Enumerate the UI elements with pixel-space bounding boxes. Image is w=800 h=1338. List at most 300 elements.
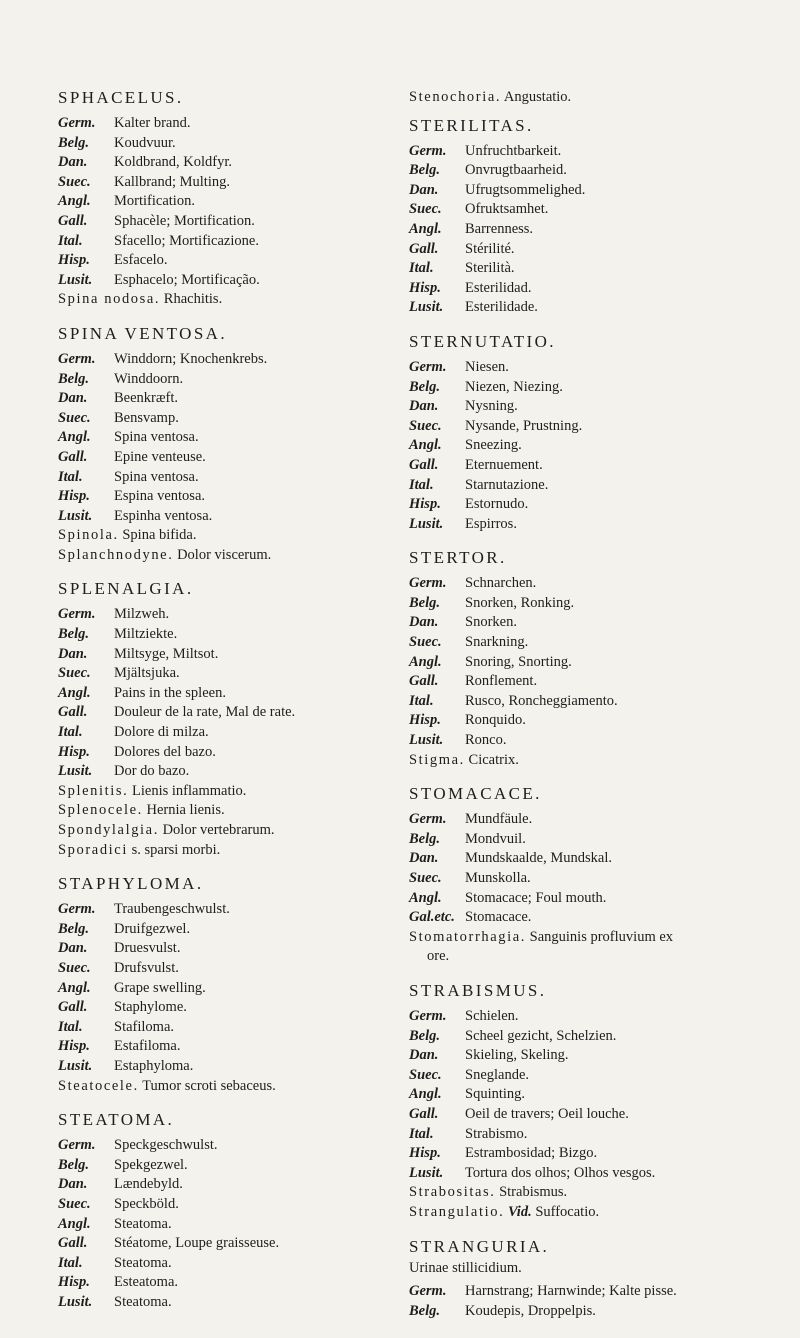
term: Ronquido.	[465, 712, 526, 729]
lang-label: Lusit.	[58, 271, 93, 288]
cross-reference	[58, 526, 403, 546]
gloss: Rhachitis.	[163, 291, 223, 308]
translation-list	[409, 358, 789, 534]
entry-strabismus	[409, 981, 789, 1223]
term: Spina ventosa.	[114, 429, 199, 446]
translation-row	[409, 653, 789, 673]
translation-row	[409, 181, 789, 201]
translation-row	[409, 594, 789, 614]
term: Stomacace; Foul mouth.	[465, 889, 607, 906]
term: Estaphyloma.	[114, 1057, 194, 1074]
entry-title: STRABISMUS.	[409, 980, 547, 1000]
lang-label: Hisp.	[58, 743, 90, 760]
translation-row	[58, 212, 403, 232]
entry-title: STERILITAS.	[409, 115, 534, 135]
term: Mundfäule.	[465, 811, 533, 828]
translation-row	[58, 1057, 403, 1077]
term: Speckböld.	[114, 1195, 179, 1212]
translation-row	[409, 889, 789, 909]
lang-label: Suec.	[409, 870, 442, 886]
term: Oeil de travers; Oeil louche.	[465, 1105, 629, 1122]
translation-row	[409, 1164, 789, 1184]
lemma: Strabositas.	[409, 1184, 496, 1201]
entry-subtitle: Urinae stillicidium.	[409, 1259, 522, 1276]
term: Dolores del bazo.	[114, 743, 216, 760]
lang-label: Dan.	[58, 154, 88, 171]
entry-title: STEATOMA.	[58, 1110, 175, 1130]
gloss: Dolor viscerum.	[177, 546, 272, 563]
lang-label: Belg.	[409, 830, 441, 847]
translation-row	[58, 350, 403, 370]
term: Espinha ventosa.	[114, 507, 213, 524]
lang-label: Germ.	[409, 575, 447, 592]
translation-row	[58, 448, 403, 468]
term: Esfacelo.	[114, 252, 168, 269]
term: Esteatoma.	[114, 1274, 179, 1291]
term: Scheel gezicht, Schelzien.	[465, 1027, 617, 1044]
translation-row	[58, 939, 403, 959]
cross-reference	[409, 1183, 789, 1203]
cross-reference	[409, 928, 789, 967]
lang-label: Dan.	[409, 398, 439, 415]
lang-label: Gall.	[58, 1235, 88, 1252]
lang-label: Belg.	[58, 1156, 90, 1173]
translation-row	[58, 114, 403, 134]
term: Sfacello; Mortificazione.	[114, 232, 259, 249]
translation-row	[58, 1156, 403, 1176]
entry-sphacelus	[58, 88, 403, 310]
entry-title: STOMACACE.	[409, 784, 542, 804]
translation-row	[58, 153, 403, 173]
term: Schielen.	[465, 1007, 519, 1024]
lang-label: Suec.	[58, 959, 91, 976]
term: Epine venteuse.	[114, 448, 206, 465]
lang-label: Ital.	[409, 1125, 434, 1142]
translation-row	[58, 1195, 403, 1215]
lang-label: Ital.	[58, 1254, 83, 1271]
entry-spina-ventosa	[58, 324, 403, 566]
term: Niezen, Niezing.	[465, 378, 563, 395]
lang-label: Gall.	[409, 240, 439, 257]
translation-row	[409, 298, 789, 318]
entry-title: SPINA VENTOSA.	[58, 323, 228, 343]
term: Esphacelo; Mortificação.	[114, 271, 260, 288]
lang-label: Gall.	[409, 673, 439, 690]
gloss: Strabismus.	[499, 1184, 568, 1201]
lang-label: Angl.	[409, 653, 442, 670]
lang-label: Lusit.	[409, 732, 444, 749]
lemma: Stomatorrhagia.	[409, 928, 527, 945]
term: Ofruktsamhet.	[465, 201, 549, 218]
term: Esterilidade.	[465, 299, 538, 316]
lang-label: Ital.	[409, 476, 434, 493]
entry-title: SPLENALGIA.	[58, 579, 194, 599]
translation-row	[58, 251, 403, 271]
translation-row	[409, 495, 789, 515]
entry-staphyloma	[58, 874, 403, 1096]
lang-label: Gall.	[409, 1105, 439, 1122]
lemma: Splanchnodyne.	[58, 546, 174, 563]
gloss: Spina bifida.	[122, 527, 197, 544]
translation-row	[58, 428, 403, 448]
term: Stafiloma.	[114, 1018, 175, 1035]
term: Traubengeschwulst.	[114, 901, 230, 918]
translation-row	[409, 397, 789, 417]
cross-reference	[409, 1203, 789, 1223]
cross-reference	[58, 801, 403, 821]
term: Estrambosidad; Bizgo.	[465, 1145, 598, 1162]
translation-list	[58, 900, 403, 1076]
term: Sterilità.	[465, 260, 515, 277]
lang-label: Angl.	[409, 889, 442, 906]
translation-row	[409, 259, 789, 279]
translation-row	[409, 279, 789, 299]
lemma: Spinola.	[58, 527, 119, 544]
term: Bensvamp.	[114, 409, 179, 426]
term: Koudvuur.	[114, 134, 176, 151]
lemma: Splenocele.	[58, 802, 143, 819]
term: Miltziekte.	[114, 626, 178, 643]
term: Steatoma.	[114, 1215, 172, 1232]
term: Estafiloma.	[114, 1038, 181, 1055]
entry-title: STERNUTATIO.	[409, 331, 556, 351]
entry-steatoma	[58, 1110, 403, 1312]
cross-reference	[58, 290, 403, 310]
term: Steatoma.	[114, 1293, 172, 1310]
lang-label: Suec.	[58, 173, 91, 190]
lang-label: Hisp.	[409, 712, 441, 729]
term: Snorken, Ronking.	[465, 594, 575, 611]
translation-row	[409, 417, 789, 437]
lang-label: Lusit.	[409, 299, 444, 316]
lang-label: Germ.	[58, 901, 96, 918]
lang-label: Hisp.	[58, 488, 90, 505]
term: Eternuement.	[465, 456, 543, 473]
translation-row	[58, 762, 403, 782]
translation-row	[58, 232, 403, 252]
translation-row	[409, 200, 789, 220]
translation-list	[409, 574, 789, 750]
lang-label: Germ.	[409, 1007, 447, 1024]
term: Mjältsjuka.	[114, 665, 180, 682]
lang-label: Suec.	[58, 665, 91, 682]
translation-row	[58, 998, 403, 1018]
term: Winddorn; Knochenkrebs.	[114, 350, 268, 367]
translation-row	[58, 507, 403, 527]
term: Beenkræft.	[114, 390, 179, 407]
entry-title: STERTOR.	[409, 548, 507, 568]
translation-row	[409, 1027, 789, 1047]
lang-label: Angl.	[409, 1086, 442, 1103]
translation-row	[58, 645, 403, 665]
translation-row	[58, 605, 403, 625]
translation-list	[409, 1282, 789, 1321]
translation-row	[58, 409, 403, 429]
term: Ronflement.	[465, 673, 538, 690]
lang-label: Germ.	[409, 142, 447, 159]
gloss: Lienis inflammatio.	[132, 782, 247, 799]
lang-label: Germ.	[58, 115, 96, 131]
translation-row	[409, 1282, 789, 1302]
right-column	[409, 88, 789, 1321]
lang-label: Hisp.	[58, 252, 90, 269]
term: Drufsvulst.	[114, 959, 179, 976]
cross-reference	[58, 841, 403, 861]
lang-label: Dan.	[58, 940, 88, 957]
translation-list	[409, 810, 789, 928]
translation-row	[409, 633, 789, 653]
lang-label: Germ.	[58, 350, 96, 367]
term: Dor do bazo.	[114, 763, 190, 780]
lang-label: Gall.	[58, 448, 88, 465]
gloss-continuation: ore.	[427, 948, 450, 965]
term: Barrenness.	[465, 220, 534, 237]
translation-row	[409, 869, 789, 889]
lang-label: Lusit.	[58, 507, 93, 524]
term: Starnutazione.	[465, 476, 549, 493]
translation-row	[409, 908, 789, 928]
lang-label: Angl.	[58, 684, 91, 701]
translation-row	[58, 1273, 403, 1293]
lang-label: Belg.	[58, 134, 90, 151]
lang-label: Belg.	[409, 162, 441, 179]
translation-row	[58, 723, 403, 743]
term: Harnstrang; Harnwinde; Kalte pisse.	[465, 1283, 677, 1300]
term: Strabismo.	[465, 1125, 528, 1142]
translation-row	[409, 358, 789, 378]
translation-list	[58, 114, 403, 290]
translation-row	[58, 192, 403, 212]
translation-row	[58, 271, 403, 291]
term: Spekgezwel.	[114, 1156, 188, 1173]
term: Espirros.	[465, 515, 517, 532]
translation-row	[409, 1066, 789, 1086]
term: Miltsyge, Miltsot.	[114, 645, 219, 662]
lang-label: Belg.	[58, 626, 90, 643]
translation-row	[409, 830, 789, 850]
lang-label: Suec.	[409, 201, 442, 218]
lang-label: Dan.	[58, 390, 88, 407]
translation-row	[409, 1007, 789, 1027]
lemma: Strangulatio.	[409, 1203, 505, 1220]
lang-label: Dan.	[409, 850, 439, 867]
translation-row	[409, 1046, 789, 1066]
term: Staphylome.	[114, 999, 187, 1016]
gloss: Hernia lienis.	[146, 802, 225, 819]
translation-row	[58, 1234, 403, 1254]
term: Douleur de la rate, Mal de rate.	[114, 704, 296, 721]
term: Dolore di milza.	[114, 724, 209, 741]
term: Snarkning.	[465, 634, 529, 651]
lang-label: Germ.	[409, 811, 447, 828]
translation-row	[58, 173, 403, 193]
gloss: Suffocatio.	[535, 1203, 600, 1220]
term: Sneglande.	[465, 1066, 530, 1083]
entry-sterilitas	[409, 116, 789, 318]
term: Esterilidad.	[465, 279, 532, 296]
translation-row	[409, 574, 789, 594]
lang-label: Ital.	[58, 232, 83, 249]
term: Tortura dos olhos; Olhos vesgos.	[465, 1164, 656, 1181]
term: Nysning.	[465, 398, 518, 415]
cross-reference	[58, 821, 403, 841]
lang-label: Ital.	[58, 1018, 83, 1035]
translation-list	[409, 142, 789, 318]
term: Mortification.	[114, 193, 195, 210]
lang-label: Ital.	[58, 724, 83, 741]
term: Stéatome, Loupe graisseuse.	[114, 1235, 280, 1252]
lang-label: Angl.	[58, 193, 91, 210]
translation-row	[58, 920, 403, 940]
term: Lændebyld.	[114, 1176, 183, 1193]
translation-row	[58, 625, 403, 645]
gloss: Dolor vertebrarum.	[162, 822, 275, 838]
translation-row	[58, 134, 403, 154]
translation-row	[409, 142, 789, 162]
lang-label: Germ.	[409, 1283, 447, 1300]
lang-label: Ital.	[409, 692, 434, 709]
translation-row	[58, 1215, 403, 1235]
gloss: Sanguinis profluvium ex	[529, 928, 674, 945]
term: Snorken.	[465, 614, 517, 631]
lang-label: Dan.	[58, 1176, 88, 1193]
lang-label: Dan.	[58, 645, 88, 662]
translation-row	[409, 240, 789, 260]
term: Speckgeschwulst.	[114, 1137, 218, 1154]
lang-label: Gal.etc.	[409, 909, 455, 926]
term: Spina ventosa.	[114, 468, 199, 485]
translation-list	[409, 1007, 789, 1183]
lang-label: Angl.	[58, 1215, 91, 1232]
translation-row	[409, 476, 789, 496]
translation-row	[58, 959, 403, 979]
term: Ronco.	[465, 732, 507, 749]
term: Milzweh.	[114, 606, 170, 623]
translation-row	[409, 456, 789, 476]
term: Snoring, Snorting.	[465, 653, 572, 670]
lemma: Spondylalgia.	[58, 822, 159, 838]
lang-label: Belg.	[58, 370, 90, 387]
lang-label: Suec.	[409, 1066, 442, 1083]
lemma: Sporadici	[58, 841, 128, 858]
term: Steatoma.	[114, 1254, 172, 1271]
translation-row	[58, 370, 403, 390]
translation-row	[409, 613, 789, 633]
translation-list	[58, 350, 403, 526]
term: Munskolla.	[465, 870, 531, 886]
lang-label: Lusit.	[409, 515, 444, 532]
translation-row	[409, 849, 789, 869]
term: Druifgezwel.	[114, 920, 191, 937]
term: Unfruchtbarkeit.	[465, 142, 562, 159]
term: Sphacèle; Mortification.	[114, 212, 255, 229]
term: Schnarchen.	[465, 575, 537, 592]
gloss: s. sparsi morbi.	[131, 841, 221, 858]
lang-label: Belg.	[409, 1302, 441, 1319]
lang-label: Suec.	[409, 417, 442, 434]
translation-row	[409, 1105, 789, 1125]
gloss: Angustatio.	[503, 89, 572, 105]
translation-row	[409, 731, 789, 751]
term: Stérilité.	[465, 240, 515, 257]
entry-stertor	[409, 548, 789, 770]
lang-label: Gall.	[58, 704, 88, 721]
gloss: Tumor scroti sebaceus.	[142, 1077, 276, 1094]
see-reference: Vid.	[507, 1203, 532, 1220]
lang-label: Belg.	[409, 1027, 441, 1044]
term: Grape swelling.	[114, 979, 206, 996]
term: Koldbrand, Koldfyr.	[114, 154, 232, 171]
translation-row	[58, 468, 403, 488]
translation-row	[58, 389, 403, 409]
translation-row	[409, 1302, 789, 1322]
term: Pains in the spleen.	[114, 684, 226, 701]
term: Druesvulst.	[114, 940, 181, 957]
lang-label: Ital.	[409, 260, 434, 277]
translation-row	[58, 664, 403, 684]
left-column	[58, 88, 403, 1312]
entry-title: STRANGURIA.	[409, 1236, 550, 1256]
translation-row	[58, 1293, 403, 1313]
translation-row	[409, 220, 789, 240]
lang-label: Belg.	[58, 920, 90, 937]
term: Stomacace.	[465, 909, 532, 926]
lang-label: Angl.	[409, 220, 442, 237]
lemma: Splenitis.	[58, 782, 129, 799]
translation-row	[409, 1125, 789, 1145]
lang-label: Lusit.	[58, 1057, 93, 1074]
lang-label: Hisp.	[58, 1274, 90, 1291]
lang-label: Dan.	[409, 614, 439, 631]
term: Kalter brand.	[114, 115, 191, 131]
lang-label: Hisp.	[409, 1145, 441, 1162]
lemma: Stigma.	[409, 751, 465, 768]
cross-reference	[409, 751, 789, 771]
entry-sternutatio	[409, 332, 789, 534]
cross-reference	[409, 88, 789, 108]
lang-label: Lusit.	[58, 763, 93, 780]
entry-stranguria	[409, 1237, 789, 1322]
cross-reference	[58, 546, 403, 566]
gloss: Cicatrix.	[468, 751, 519, 768]
lang-label: Belg.	[409, 594, 441, 611]
term: Rusco, Roncheggiamento.	[465, 692, 618, 709]
lemma: Steatocele.	[58, 1077, 139, 1094]
lang-label: Suec.	[58, 409, 91, 426]
translation-row	[58, 703, 403, 723]
term: Nysande, Prustning.	[465, 417, 583, 434]
lang-label: Ital.	[58, 468, 83, 485]
translation-row	[58, 743, 403, 763]
entry-stomacace	[409, 784, 789, 967]
lang-label: Germ.	[58, 606, 96, 623]
translation-row	[409, 161, 789, 181]
lang-label: Gall.	[58, 999, 88, 1016]
term: Niesen.	[465, 358, 509, 375]
term: Skieling, Skeling.	[465, 1047, 569, 1064]
term: Mondvuil.	[465, 830, 526, 847]
translation-row	[58, 900, 403, 920]
term: Winddoorn.	[114, 370, 184, 387]
entry-splenalgia	[58, 579, 403, 860]
term: Koudepis, Droppelpis.	[465, 1302, 596, 1319]
translation-list	[58, 1136, 403, 1312]
lang-label: Hisp.	[409, 279, 441, 296]
lang-label: Hisp.	[58, 1038, 90, 1055]
lang-label: Angl.	[58, 979, 91, 996]
term: Espina ventosa.	[114, 488, 206, 505]
translation-row	[409, 711, 789, 731]
